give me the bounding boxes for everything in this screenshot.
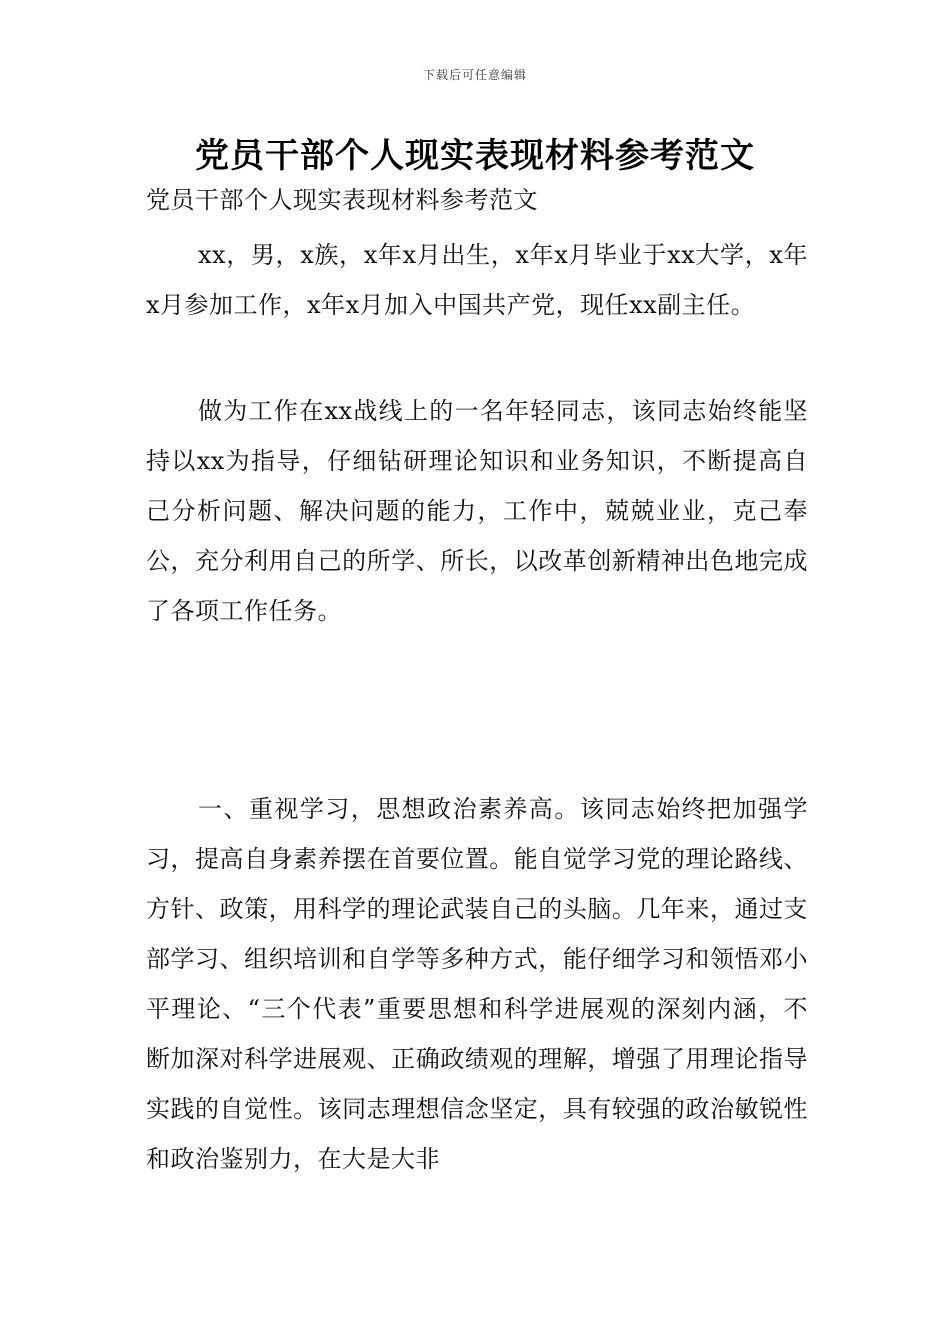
document-title: 党员干部个人现实表现材料参考范文 [195,136,755,176]
document-body [146,182,808,1184]
paragraph-personal-info: xx，男，x族，x年x月出生，x年x月毕业于xx大学，x年x月参加工作，x年x月加入中国共产党，现任xx副主任。 [146,241,808,319]
paragraph-study: 一、重视学习，思想政治素养高。该同志始终把加强学习，提高自身素养摆在首要位置。能自觉学习党的理论路线、方针、政策，用科学的理论武装自己的头脑。几年来，通过支部学习、组织培训和自学等多种方式，能仔细学习和领悟邓小平理论、“三个代表”重要思想和科学进展观的深刻内涵，不断加深对科学进展观、正确政绩观的理解，增强了用理论指导实践的自觉性。该同志理想信念坚定，具有较强的政治敏锐性和政治鉴别力，在大是大非 [146,795,808,1173]
paragraph-overview: 做为工作在xx战线上的一名年轻同志，该同志始终能坚持以xx为指导，仔细钻研理论知识和业务知识，不断提高自己分析问题、解决问题的能力，工作中，兢兢业业，克己奉公，充分利用自己的所学、所长，以改革创新精神出色地完成了各项工作任务。 [146,397,808,625]
document-subtitle: 党员干部个人现实表现材料参考范文 [146,186,538,214]
header-note: 下载后可任意编辑 [422,68,527,82]
